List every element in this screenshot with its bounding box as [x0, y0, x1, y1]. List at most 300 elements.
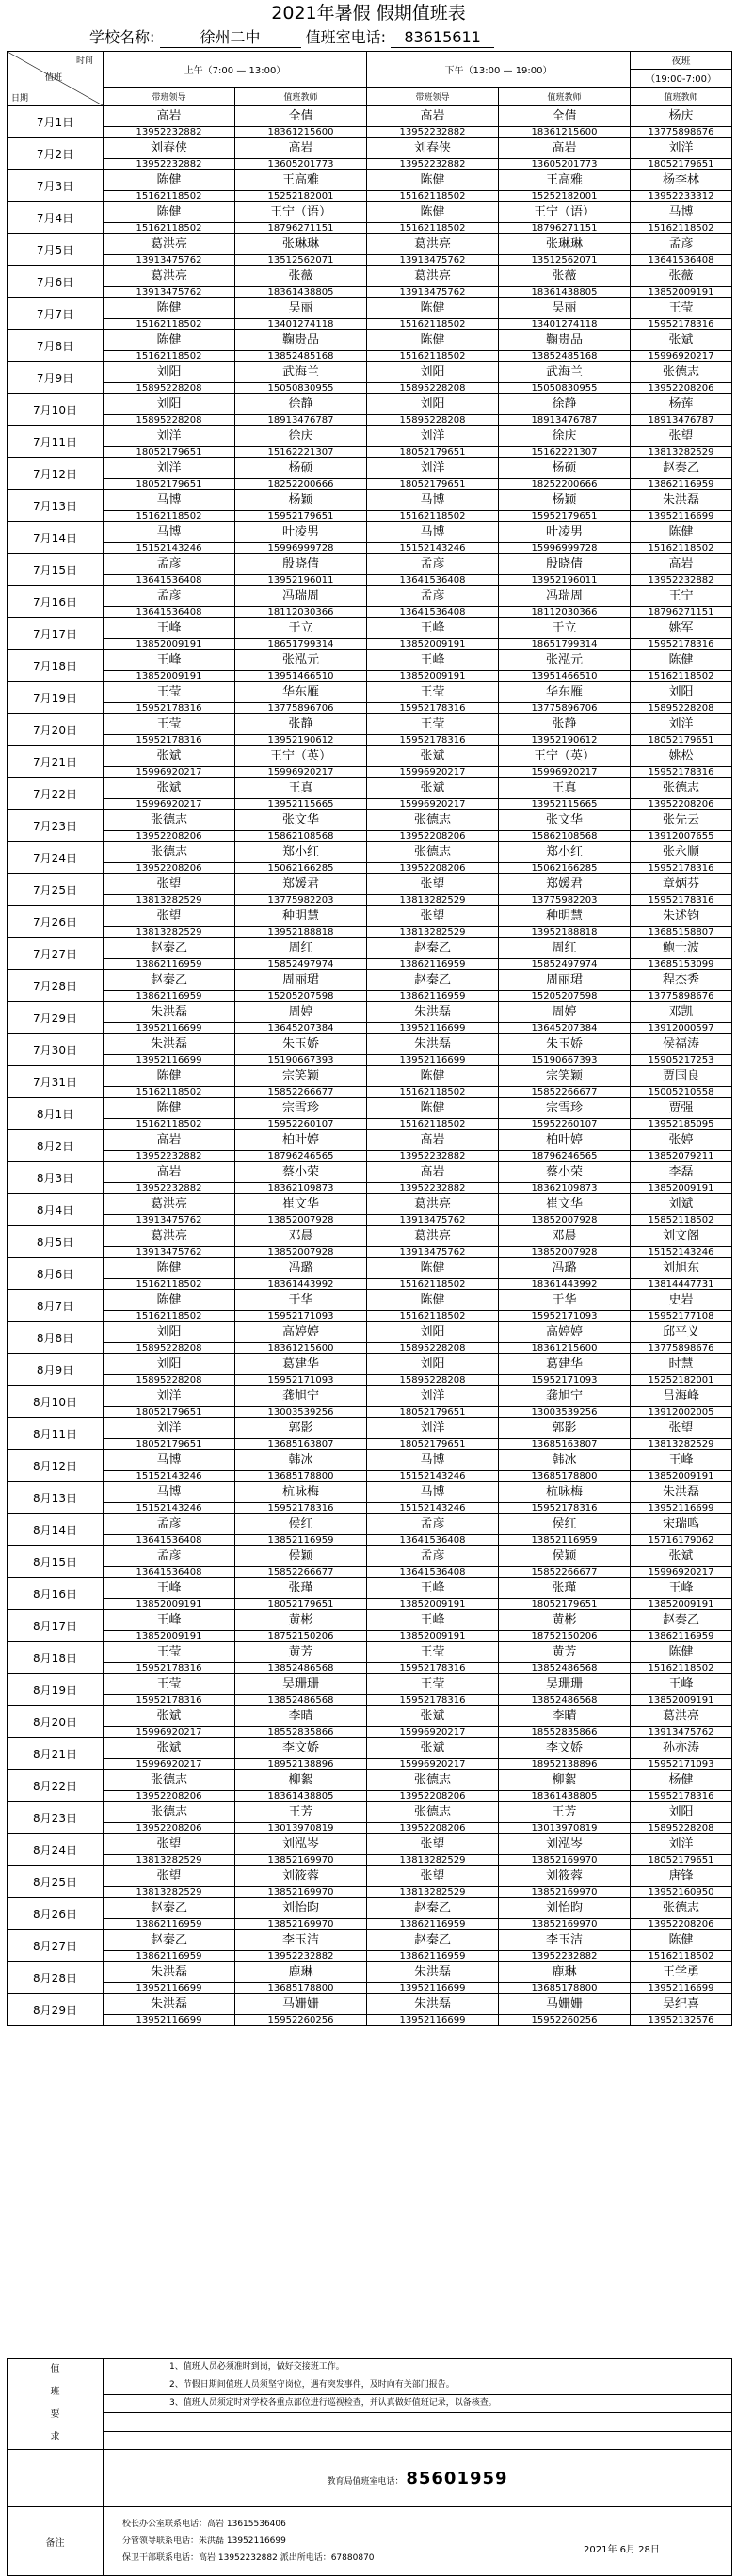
contact-line: 分管领导联系电话：朱洪磊 13952116699 — [122, 2536, 286, 2546]
date-cell: 7月10日 — [8, 394, 104, 426]
duty-name: 宗雪珍 — [235, 1098, 367, 1119]
date-cell: 7月31日 — [8, 1066, 104, 1098]
duty-row — [8, 842, 732, 863]
date-cell: 8月1日 — [8, 1098, 104, 1130]
duty-phone: 13913475762 — [104, 255, 235, 266]
duty-name: 姚军 — [631, 618, 732, 639]
duty-phone: 13852169970 — [499, 1855, 631, 1866]
duty-phone: 15162118502 — [367, 351, 499, 362]
footer-date: 2021年 6月 28日 — [584, 2545, 660, 2555]
date-cell: 8月17日 — [8, 1610, 104, 1642]
duty-phone: 13813282529 — [104, 1855, 235, 1866]
duty-name: 陈健 — [104, 330, 235, 351]
duty-name: 朱洪磊 — [631, 490, 732, 511]
duty-row — [8, 1578, 732, 1599]
duty-name: 蔡小荣 — [499, 1162, 631, 1183]
duty-name: 马博 — [367, 522, 499, 543]
duty-phone: 15952178316 — [631, 895, 732, 906]
morning-header: 上午（7:00 — 13:00） — [104, 52, 367, 88]
duty-phone: 15162221307 — [499, 447, 631, 458]
duty-phone: 15996920217 — [104, 767, 235, 778]
duty-name: 王峰 — [367, 618, 499, 639]
duty-phone-row — [8, 543, 732, 554]
duty-phone: 15952260256 — [499, 2015, 631, 2026]
duty-phone: 13852079211 — [631, 1151, 732, 1162]
duty-name: 陈健 — [104, 1258, 235, 1279]
duty-name: 陈健 — [104, 1066, 235, 1087]
duty-name: 鞠贵品 — [499, 330, 631, 351]
duty-phone: 13952232882 — [367, 127, 499, 138]
duty-phone: 13852007928 — [235, 1215, 367, 1226]
duty-row — [8, 170, 732, 191]
duty-row — [8, 1002, 732, 1023]
duty-phone: 15162118502 — [104, 223, 235, 234]
duty-phone-row — [8, 575, 732, 586]
duty-name: 李玉洁 — [499, 1930, 631, 1951]
duty-name: 王莹 — [104, 714, 235, 735]
duty-phone-row — [8, 1055, 732, 1066]
duty-phone-row — [8, 895, 732, 906]
duty-phone: 15996999728 — [235, 543, 367, 554]
duty-name: 孟彦 — [104, 1514, 235, 1535]
duty-phone-row — [8, 1279, 732, 1290]
date-cell: 8月9日 — [8, 1354, 104, 1386]
duty-phone: 13775982203 — [499, 895, 631, 906]
duty-phone: 13952232882 — [367, 1151, 499, 1162]
contact-line: 保卫干部联系电话：高岩 13952232882 派出所电话：67880870 — [122, 2553, 375, 2563]
date-cell: 7月24日 — [8, 842, 104, 874]
duty-name: 陈健 — [104, 298, 235, 319]
duty-phone: 13852485168 — [235, 351, 367, 362]
duty-phone: 18952138896 — [235, 1759, 367, 1770]
duty-phone: 13952116699 — [367, 1023, 499, 1034]
date-cell: 7月29日 — [8, 1002, 104, 1034]
duty-name: 于华 — [499, 1290, 631, 1311]
date-cell: 7月17日 — [8, 618, 104, 650]
corner-duty: 值班 — [45, 73, 63, 83]
duty-phone: 13401274118 — [235, 319, 367, 330]
duty-phone-row — [8, 735, 732, 746]
duty-phone: 15895228208 — [104, 1375, 235, 1386]
duty-phone: 13852007928 — [235, 1247, 367, 1258]
duty-phone: 15952178316 — [235, 1503, 367, 1514]
duty-phone: 13813282529 — [367, 1855, 499, 1866]
date-cell: 8月11日 — [8, 1418, 104, 1450]
duty-name: 朱洪磊 — [631, 1482, 732, 1503]
duty-row — [8, 1194, 732, 1215]
duty-phone: 15205207598 — [235, 991, 367, 1002]
duty-phone: 13952232882 — [631, 575, 732, 586]
duty-name: 张德志 — [367, 842, 499, 863]
duty-name: 葛洪亮 — [104, 1194, 235, 1215]
duty-phone: 13813282529 — [367, 895, 499, 906]
duty-name: 陈健 — [367, 298, 499, 319]
duty-phone: 13952196011 — [235, 575, 367, 586]
duty-row — [8, 938, 732, 959]
duty-name: 张德志 — [104, 1802, 235, 1823]
duty-phone: 13862116959 — [631, 479, 732, 490]
duty-name: 史岩 — [631, 1290, 732, 1311]
duty-phone: 15952178316 — [631, 1791, 732, 1802]
duty-phone: 15162118502 — [631, 1663, 732, 1674]
duty-row — [8, 394, 732, 415]
duty-name: 王宁（语） — [499, 202, 631, 223]
date-cell: 7月28日 — [8, 970, 104, 1002]
duty-name: 朱洪磊 — [104, 1962, 235, 1983]
duty-phone: 18052179651 — [499, 1599, 631, 1610]
duty-name: 赵秦乙 — [104, 1898, 235, 1919]
duty-name: 杨健 — [631, 1770, 732, 1791]
duty-phone-row — [8, 1151, 732, 1162]
duty-phone: 15952178316 — [499, 1503, 631, 1514]
duty-name: 崔文华 — [235, 1194, 367, 1215]
duty-phone: 13641536408 — [367, 575, 499, 586]
date-cell: 7月20日 — [8, 714, 104, 746]
duty-phone-row — [8, 767, 732, 778]
duty-phone: 13775896706 — [499, 703, 631, 714]
bureau-phone-number: 85601959 — [406, 2468, 508, 2488]
duty-name: 陈健 — [367, 1290, 499, 1311]
duty-name: 马姗姗 — [499, 1994, 631, 2015]
duty-name: 韩冰 — [235, 1450, 367, 1471]
duty-phone: 13952116699 — [631, 1503, 732, 1514]
duty-phone: 13952208206 — [631, 1919, 732, 1930]
duty-phone: 13641536408 — [631, 255, 732, 266]
duty-phone: 15862108568 — [499, 831, 631, 842]
duty-name: 宗雪珍 — [499, 1098, 631, 1119]
duty-phone: 15952178316 — [631, 639, 732, 650]
duty-phone: 18361443992 — [499, 1279, 631, 1290]
duty-name: 王峰 — [631, 1450, 732, 1471]
date-cell: 8月16日 — [8, 1578, 104, 1610]
duty-phone: 15162118502 — [104, 351, 235, 362]
duty-name: 周婷 — [499, 1002, 631, 1023]
duty-phone: 15062166285 — [499, 863, 631, 874]
duty-name: 张瑾 — [235, 1578, 367, 1599]
duty-phone: 18052179651 — [631, 735, 732, 746]
duty-name: 刘阳 — [367, 1322, 499, 1343]
duty-name: 高岩 — [367, 106, 499, 127]
duty-row — [8, 1770, 732, 1791]
duty-phone: 15852497974 — [235, 959, 367, 970]
duty-row — [8, 1674, 732, 1695]
duty-name: 黄彬 — [499, 1610, 631, 1631]
duty-name: 马博 — [104, 1450, 235, 1471]
duty-name: 王峰 — [104, 1578, 235, 1599]
duty-phone: 15952178316 — [104, 703, 235, 714]
duty-name: 华东雁 — [235, 682, 367, 703]
duty-row — [8, 1706, 732, 1727]
duty-phone-row — [8, 1375, 732, 1386]
duty-name: 周红 — [235, 938, 367, 959]
duty-row — [8, 1450, 732, 1471]
duty-phone: 13852116959 — [499, 1535, 631, 1546]
duty-phone: 15996920217 — [631, 351, 732, 362]
duty-phone: 13852009191 — [631, 1599, 732, 1610]
duty-name: 杨李林 — [631, 170, 732, 191]
duty-phone: 15716179062 — [631, 1535, 732, 1546]
duty-name: 刘阳 — [631, 1802, 732, 1823]
duty-phone: 13912007655 — [631, 831, 732, 842]
duty-name: 葛建华 — [499, 1354, 631, 1375]
duty-name: 陈健 — [367, 330, 499, 351]
duty-row — [8, 202, 732, 223]
duty-phone: 13641536408 — [367, 1535, 499, 1546]
duty-phone: 18796271151 — [235, 223, 367, 234]
duty-name: 朱洪磊 — [104, 1034, 235, 1055]
duty-phone: 13852009191 — [104, 671, 235, 682]
duty-phone: 15050830955 — [235, 383, 367, 394]
date-cell: 8月29日 — [8, 1994, 104, 2026]
duty-phone: 15996920217 — [367, 799, 499, 810]
duty-phone: 13852169970 — [235, 1919, 367, 1930]
phone-label: 值班室电话: — [305, 28, 386, 46]
duty-name: 张静 — [235, 714, 367, 735]
duty-phone: 13852009191 — [104, 1631, 235, 1642]
duty-phone: 15952178316 — [367, 703, 499, 714]
duty-phone-row — [8, 223, 732, 234]
duty-name: 王芳 — [499, 1802, 631, 1823]
duty-name: 杭咏梅 — [235, 1482, 367, 1503]
duty-name: 葛洪亮 — [367, 266, 499, 287]
duty-phone: 13952208206 — [104, 1823, 235, 1834]
duty-phone-row — [8, 639, 732, 650]
duty-phone: 13862116959 — [367, 991, 499, 1002]
duty-phone: 13813282529 — [104, 1887, 235, 1898]
duty-phone: 13952208206 — [367, 863, 499, 874]
duty-name: 刘阳 — [104, 1354, 235, 1375]
duty-phone: 13913475762 — [104, 1215, 235, 1226]
duty-name: 张琳琳 — [499, 234, 631, 255]
duty-phone: 13952116699 — [104, 1023, 235, 1034]
duty-phone-row — [8, 1727, 732, 1738]
duty-row — [8, 1482, 732, 1503]
duty-name: 刘阳 — [367, 362, 499, 383]
duty-row — [8, 234, 732, 255]
date-cell: 8月24日 — [8, 1834, 104, 1866]
duty-phone: 13862116959 — [631, 1631, 732, 1642]
duty-phone: 13913475762 — [367, 1247, 499, 1258]
duty-phone: 13952208206 — [367, 1791, 499, 1802]
duty-phone: 13952190612 — [499, 735, 631, 746]
duty-name: 王宁（英） — [235, 746, 367, 767]
duty-name: 吴丽 — [235, 298, 367, 319]
duty-phone: 13852009191 — [631, 1471, 732, 1482]
duty-name: 张斌 — [367, 1706, 499, 1727]
duty-name: 邓晨 — [499, 1226, 631, 1247]
night-time: （19:00-7:00） — [631, 69, 732, 87]
duty-name: 王峰 — [631, 1674, 732, 1695]
duty-phone: 13913475762 — [631, 1727, 732, 1738]
date-cell: 7月15日 — [8, 554, 104, 586]
duty-phone: 18052179651 — [367, 479, 499, 490]
duty-name: 刘洋 — [631, 1834, 732, 1855]
duty-phone: 18651799314 — [235, 639, 367, 650]
duty-phone-row — [8, 1855, 732, 1866]
duty-row — [8, 1610, 732, 1631]
duty-phone: 13952208206 — [631, 799, 732, 810]
duty-phone: 13952116699 — [104, 2015, 235, 2026]
duty-phone: 15952178316 — [104, 1663, 235, 1674]
duty-phone: 18651799314 — [499, 639, 631, 650]
duty-name: 章炳芬 — [631, 874, 732, 895]
duty-name: 刘春侠 — [104, 138, 235, 159]
duty-name: 陈健 — [367, 1258, 499, 1279]
duty-phone-row — [8, 127, 732, 138]
duty-name: 杨硕 — [499, 458, 631, 479]
duty-phone: 13862116959 — [104, 991, 235, 1002]
duty-phone-row — [8, 351, 732, 362]
duty-name: 张婷 — [631, 1130, 732, 1151]
school-name: 徐州二中 — [160, 28, 301, 48]
date-cell: 7月7日 — [8, 298, 104, 330]
duty-phone: 18361215600 — [235, 127, 367, 138]
duty-name: 邓晨 — [235, 1226, 367, 1247]
duty-phone: 15895228208 — [104, 415, 235, 426]
duty-name: 王峰 — [631, 1578, 732, 1599]
duty-phone: 13645207384 — [235, 1023, 367, 1034]
duty-name: 赵秦乙 — [367, 938, 499, 959]
duty-phone: 18112030366 — [499, 607, 631, 618]
duty-phone-row — [8, 1407, 732, 1418]
duty-phone: 13952208206 — [104, 863, 235, 874]
duty-name: 刘阳 — [367, 394, 499, 415]
duty-phone: 15005210558 — [631, 1087, 732, 1098]
duty-phone: 13401274118 — [499, 319, 631, 330]
duty-phone: 13813282529 — [631, 1439, 732, 1450]
date-cell: 7月6日 — [8, 266, 104, 298]
duty-name: 龚旭宁 — [499, 1386, 631, 1407]
afternoon-header: 下午（13:00 — 19:00） — [367, 52, 631, 88]
date-cell: 8月12日 — [8, 1450, 104, 1482]
date-cell: 7月13日 — [8, 490, 104, 522]
duty-phone: 15952178316 — [631, 319, 732, 330]
duty-phone: 18796271151 — [631, 607, 732, 618]
duty-name: 侯福涛 — [631, 1034, 732, 1055]
duty-name: 孟彦 — [367, 1546, 499, 1567]
duty-phone: 13952208206 — [367, 1823, 499, 1834]
duty-phone: 15852266677 — [235, 1567, 367, 1578]
duty-phone: 15162118502 — [367, 1119, 499, 1130]
duty-phone: 15162221307 — [235, 447, 367, 458]
duty-name: 王高雅 — [499, 170, 631, 191]
duty-name: 蔡小荣 — [235, 1162, 367, 1183]
duty-name: 刘洋 — [104, 426, 235, 447]
duty-name: 马博 — [104, 1482, 235, 1503]
duty-phone-row — [8, 1343, 732, 1354]
duty-row — [8, 1130, 732, 1151]
duty-name: 张静 — [499, 714, 631, 735]
duty-phone: 13952185095 — [631, 1119, 732, 1130]
duty-phone: 13852009191 — [104, 1599, 235, 1610]
duty-row — [8, 1802, 732, 1823]
date-cell: 8月4日 — [8, 1194, 104, 1226]
duty-name: 陈健 — [631, 1642, 732, 1663]
duty-phone: 15952179651 — [499, 511, 631, 522]
duty-name: 郑小红 — [499, 842, 631, 863]
duty-name: 刘洋 — [104, 1418, 235, 1439]
date-cell: 7月22日 — [8, 778, 104, 810]
duty-name: 张望 — [104, 1834, 235, 1855]
duty-phone-row — [8, 1887, 732, 1898]
duty-phone: 15952171093 — [235, 1375, 367, 1386]
duty-name: 徐庆 — [235, 426, 367, 447]
duty-name: 朱洪磊 — [104, 1994, 235, 2015]
duty-phone: 15996999728 — [499, 543, 631, 554]
duty-phone: 18913476787 — [499, 415, 631, 426]
duty-phone: 13913475762 — [104, 287, 235, 298]
duty-name: 种明慧 — [499, 906, 631, 927]
teacher-header: 值班教师 — [235, 87, 367, 105]
duty-name: 刘阳 — [104, 362, 235, 383]
duty-phone: 13852486568 — [499, 1695, 631, 1706]
duty-row — [8, 1258, 732, 1279]
remarks-label: 备注 — [8, 2507, 104, 2576]
duty-phone-row — [8, 991, 732, 1002]
duty-phone-row — [8, 479, 732, 490]
duty-phone: 18913476787 — [235, 415, 367, 426]
duty-name: 朱洪磊 — [104, 1002, 235, 1023]
duty-phone: 15952171093 — [631, 1759, 732, 1770]
duty-name: 陈健 — [631, 1930, 732, 1951]
duty-phone: 18752150206 — [499, 1631, 631, 1642]
duty-row — [8, 1898, 732, 1919]
duty-name: 刘洋 — [104, 1386, 235, 1407]
duty-name: 高岩 — [104, 106, 235, 127]
duty-name: 刘洋 — [104, 458, 235, 479]
date-cell: 7月25日 — [8, 874, 104, 906]
duty-phone: 13952232882 — [104, 1151, 235, 1162]
duty-phone: 15162118502 — [631, 671, 732, 682]
duty-phone: 13952232882 — [104, 159, 235, 170]
duty-name: 王莹 — [367, 714, 499, 735]
duty-phone: 15952178316 — [104, 1695, 235, 1706]
duty-row — [8, 810, 732, 831]
date-cell: 8月19日 — [8, 1674, 104, 1706]
duty-phone-row — [8, 1791, 732, 1802]
date-cell: 8月8日 — [8, 1322, 104, 1354]
duty-name: 王莹 — [367, 1642, 499, 1663]
duty-phone: 13912002005 — [631, 1407, 732, 1418]
duty-name: 张德志 — [367, 1802, 499, 1823]
duty-phone: 13952188818 — [499, 927, 631, 938]
duty-name: 高岩 — [367, 1130, 499, 1151]
duty-phone: 13775898676 — [631, 127, 732, 138]
duty-name: 徐静 — [499, 394, 631, 415]
duty-phone: 13814447731 — [631, 1279, 732, 1290]
duty-name: 华东雁 — [499, 682, 631, 703]
duty-phone: 18362109873 — [235, 1183, 367, 1194]
duty-name: 叶凌男 — [235, 522, 367, 543]
duty-phone: 13512562071 — [499, 255, 631, 266]
duty-name: 王峰 — [367, 650, 499, 671]
duty-name: 孟彦 — [367, 1514, 499, 1535]
duty-phone: 15895228208 — [631, 1823, 732, 1834]
duty-name: 吴纪喜 — [631, 1994, 732, 2015]
duty-name: 刘文阁 — [631, 1226, 732, 1247]
duty-row — [8, 650, 732, 671]
duty-row — [8, 330, 732, 351]
date-cell: 7月9日 — [8, 362, 104, 394]
requirement-line — [104, 2431, 732, 2449]
duty-name: 全倩 — [235, 106, 367, 127]
duty-name: 赵秦乙 — [367, 1898, 499, 1919]
duty-name: 赵秦乙 — [631, 458, 732, 479]
duty-phone: 18052179651 — [104, 447, 235, 458]
duty-name: 徐庆 — [499, 426, 631, 447]
duty-phone: 13813282529 — [367, 1887, 499, 1898]
duty-row — [8, 1226, 732, 1247]
